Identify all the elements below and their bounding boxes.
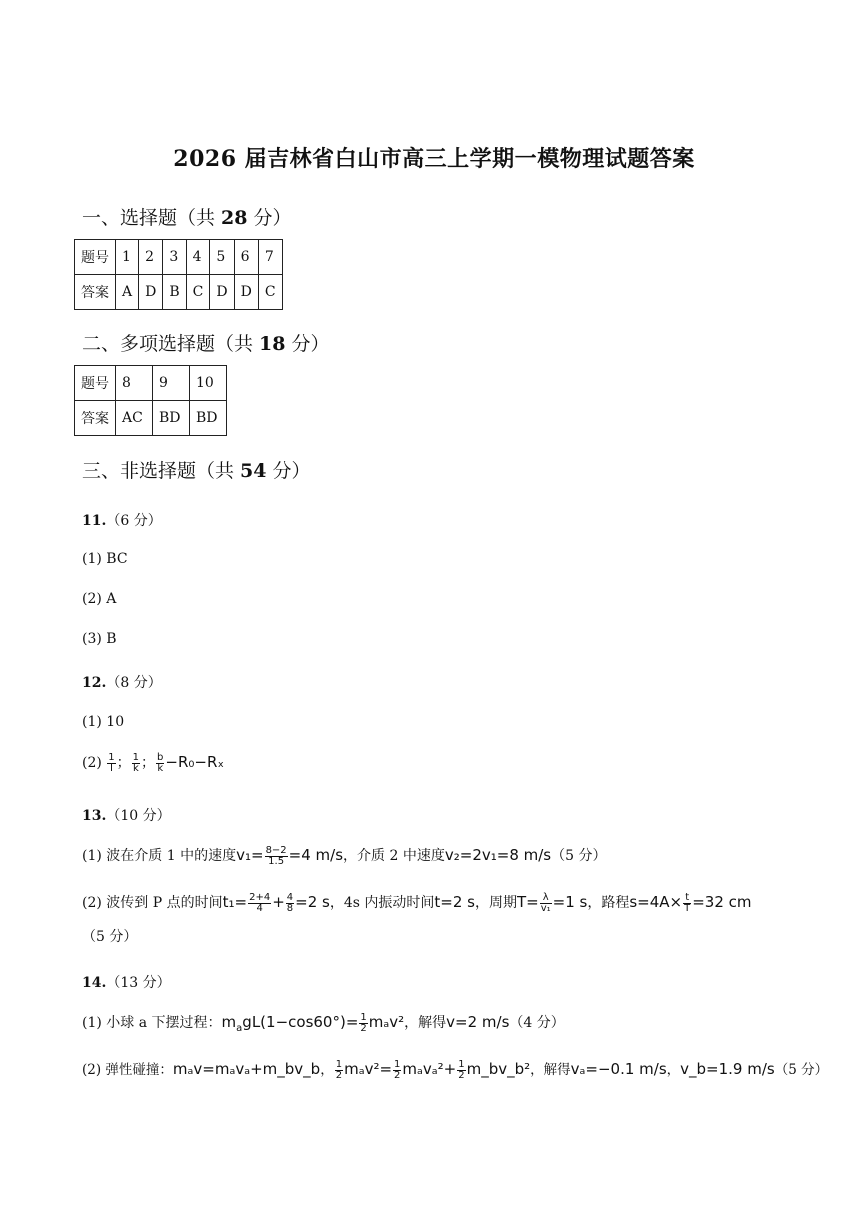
table-cell: 6 <box>234 240 258 275</box>
question-heading-11 <box>82 510 162 530</box>
answer-table-single-choice <box>74 239 283 310</box>
formula <box>221 1013 359 1034</box>
formula: m_bv_b² <box>466 1060 531 1078</box>
fraction <box>457 1060 465 1081</box>
text: (2) 波传到 P 点的时间 <box>82 895 223 911</box>
score-note: （4 分） <box>509 1015 565 1031</box>
score-note: （5 分） <box>82 929 138 945</box>
fraction <box>393 1060 401 1081</box>
separator: ， <box>666 1062 681 1078</box>
formula: mₐv² <box>368 1013 405 1031</box>
text: ，解得 <box>530 1062 571 1078</box>
formula: v₂=2v₁=8 m/s <box>444 846 552 864</box>
answer-line <box>82 845 606 867</box>
formula: v_b=1.9 m/s <box>680 1060 775 1078</box>
text: ，4s 内振动时间 <box>329 895 435 911</box>
table-cell: 5 <box>210 240 234 275</box>
table-cell: 9 <box>153 366 190 401</box>
formula: t₁= <box>222 893 248 911</box>
denominator: k <box>132 762 139 774</box>
table-cell: 10 <box>190 366 227 401</box>
formula: + <box>272 893 285 911</box>
separator: ； <box>116 755 131 771</box>
question-score: （8 分） <box>106 675 162 691</box>
numerator: b <box>157 751 164 763</box>
denominator: v₁ <box>540 902 551 914</box>
question-heading-14 <box>82 972 171 992</box>
section-suffix: 分） <box>285 333 330 355</box>
formula: vₐ=−0.1 m/s <box>570 1060 667 1078</box>
denominator: 1.5 <box>268 855 285 867</box>
fraction <box>335 1060 343 1081</box>
table-row <box>75 275 283 310</box>
text: (2) 弹性碰撞： <box>82 1062 173 1078</box>
formula: mₐv=mₐvₐ+m_bv_b <box>172 1060 321 1078</box>
question-score: （6 分） <box>106 513 162 529</box>
text: ，解得 <box>404 1015 447 1031</box>
answer-line <box>82 1012 565 1034</box>
answer-line: (2) A <box>82 591 117 607</box>
denominator: T <box>684 902 691 914</box>
numerator: 4 <box>286 891 294 903</box>
page-title: 2026 届吉林省白山市高三上学期一模物理试题答案 <box>173 146 695 172</box>
formula: T= <box>516 893 539 911</box>
denominator: 2 <box>360 1022 367 1034</box>
formula-part: gL(1−cos60°)= <box>242 1013 359 1031</box>
table-cell: D <box>210 275 234 310</box>
numerator: 1 <box>458 1059 465 1070</box>
answer-line <box>82 1058 828 1081</box>
answer-line: (3) B <box>82 631 117 647</box>
question-number: 12. <box>82 675 107 691</box>
text: ，路程 <box>587 895 630 911</box>
score-note: （5 分） <box>551 848 607 864</box>
numerator: 1 <box>360 1011 367 1023</box>
table-cell: 3 <box>163 240 186 275</box>
fraction <box>683 893 691 914</box>
section-points: 18 <box>259 333 286 355</box>
section-heading-free-response <box>82 456 311 483</box>
formula: t=2 s <box>434 893 475 911</box>
subscript: a <box>236 1023 243 1034</box>
row-label: 题号 <box>75 240 116 275</box>
formula: −R₀−Rₓ <box>165 753 225 771</box>
formula: v=2 m/s <box>446 1013 510 1031</box>
denominator: k <box>157 762 164 774</box>
table-cell: 7 <box>258 240 282 275</box>
section-points: 54 <box>240 460 267 482</box>
fraction <box>132 753 140 774</box>
table-cell: 1 <box>116 240 139 275</box>
question-number: 13. <box>82 808 107 824</box>
numerator: 1 <box>132 751 140 763</box>
table-cell: B <box>163 275 186 310</box>
text: (1) 小球 a 下摆过程： <box>82 1015 222 1031</box>
section-heading-multi-choice <box>82 329 330 356</box>
denominator: 2 <box>458 1070 465 1081</box>
denominator: 2 <box>394 1070 401 1081</box>
formula: =32 cm <box>692 893 752 911</box>
table-cell: 4 <box>186 240 210 275</box>
numerator: 1 <box>335 1059 343 1070</box>
numerator: 8−2 <box>265 844 287 856</box>
section-points: 28 <box>221 207 248 229</box>
numerator: t <box>683 893 691 904</box>
table-cell: A <box>116 275 139 310</box>
row-label: 答案 <box>75 275 116 310</box>
table-cell: BD <box>153 401 190 436</box>
table-cell: 2 <box>139 240 163 275</box>
formula: v₁= <box>236 846 264 864</box>
row-label: 题号 <box>75 366 116 401</box>
question-score: （13 分） <box>106 975 171 991</box>
text: ，周期 <box>474 895 517 911</box>
table-row <box>75 240 283 275</box>
denominator: I <box>110 762 113 774</box>
formula: =4 m/s <box>288 846 344 864</box>
score-note: （5 分） <box>774 1062 829 1078</box>
table-cell: D <box>139 275 163 310</box>
section-suffix: 分） <box>247 207 292 229</box>
question-number: 11. <box>82 513 107 529</box>
line-prefix: (2) <box>82 755 102 771</box>
fraction <box>248 893 271 914</box>
text: ，介质 2 中速度 <box>343 848 445 864</box>
section-heading-choice <box>82 203 292 230</box>
formula-part: m <box>221 1013 237 1031</box>
table-cell: D <box>234 275 258 310</box>
table-row <box>75 366 227 401</box>
numerator: 1 <box>108 751 115 763</box>
question-number: 14. <box>82 975 107 991</box>
section-suffix: 分） <box>266 460 311 482</box>
table-row <box>75 401 227 436</box>
section-prefix: 一、选择题（共 <box>82 207 222 229</box>
numerator: λ <box>540 893 552 904</box>
table-cell: 8 <box>116 366 153 401</box>
formula: mₐvₐ²+ <box>402 1060 457 1078</box>
separator: ； <box>141 755 156 771</box>
fraction <box>540 893 552 914</box>
text: (1) 波在介质 1 中的速度 <box>82 848 237 864</box>
fraction <box>265 846 288 867</box>
numerator: 2+4 <box>249 891 271 903</box>
row-label: 答案 <box>75 401 116 436</box>
fraction <box>286 893 294 914</box>
denominator: 8 <box>286 902 294 914</box>
formula: =2 s <box>295 893 330 911</box>
formula: mₐv²= <box>344 1060 393 1078</box>
answer-line: (1) BC <box>82 551 128 567</box>
fraction <box>156 753 164 774</box>
answer-line: (1) 10 <box>82 714 125 730</box>
separator: ， <box>320 1062 334 1078</box>
formula: =1 s <box>552 893 588 911</box>
denominator: 4 <box>256 902 263 914</box>
fraction <box>107 753 115 774</box>
fraction <box>359 1013 367 1034</box>
table-cell: C <box>186 275 210 310</box>
section-prefix: 二、多项选择题（共 <box>82 333 260 355</box>
table-cell: AC <box>116 401 153 436</box>
table-cell: BD <box>190 401 227 436</box>
formula: s=4A× <box>629 893 683 911</box>
answer-line <box>82 892 752 914</box>
question-heading-12 <box>82 672 162 692</box>
answer-line <box>82 752 224 774</box>
section-prefix: 三、非选择题（共 <box>82 460 241 482</box>
numerator: 1 <box>394 1059 401 1070</box>
table-cell: C <box>258 275 282 310</box>
question-score: （10 分） <box>106 808 171 824</box>
question-heading-13 <box>82 805 171 825</box>
denominator: 2 <box>335 1070 343 1081</box>
answer-table-multi-choice <box>74 365 227 436</box>
